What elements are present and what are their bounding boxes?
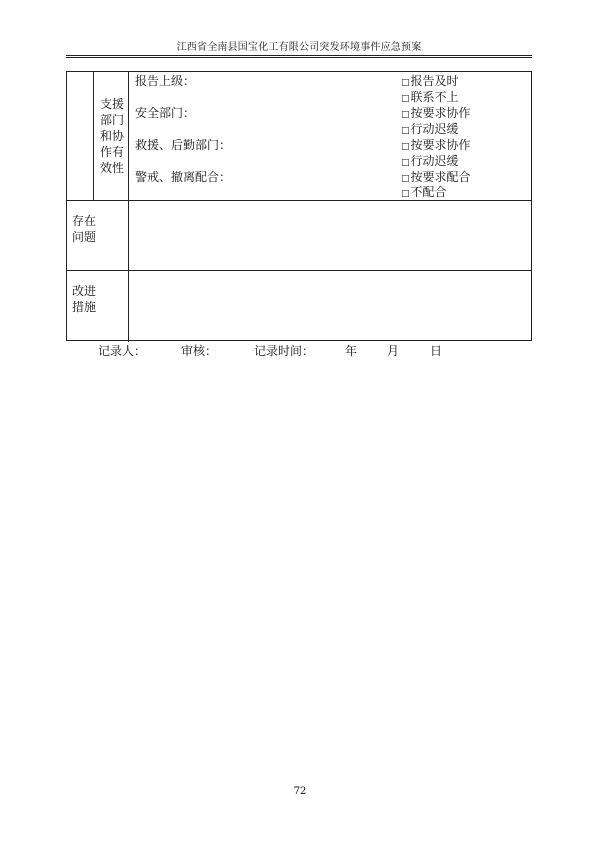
support-label-line: 效性	[100, 161, 125, 175]
option-cordon-refuse[interactable]	[401, 184, 447, 202]
option-label: 按要求配合	[410, 170, 471, 184]
option-label: 行动迟缓	[410, 122, 459, 136]
support-label-line: 支援	[100, 97, 125, 111]
checkbox-icon: □	[401, 174, 410, 184]
checkbox-icon: □	[401, 142, 410, 152]
row-label-report: 报告上级：	[135, 74, 196, 88]
option-label: 不配合	[410, 185, 447, 199]
support-label-line: 部门	[100, 113, 125, 127]
issues-label-line: 问题	[72, 230, 97, 244]
reviewer-label: 审核：	[181, 344, 218, 358]
option-label: 报告及时	[410, 74, 459, 88]
month-label: 月	[387, 344, 400, 358]
option-label: 行动迟缓	[410, 154, 459, 168]
record-table	[66, 71, 532, 341]
improve-label-line: 改进	[72, 284, 97, 298]
improve-input-area[interactable]	[129, 271, 531, 340]
checkbox-icon: □	[401, 110, 410, 120]
option-label: 按要求协作	[410, 138, 471, 152]
day-label: 日	[430, 344, 443, 358]
checkbox-icon: □	[401, 158, 410, 168]
support-effectiveness-label	[100, 96, 126, 176]
option-label: 按要求协作	[410, 106, 471, 120]
issues-input-area[interactable]	[129, 201, 531, 270]
recorder-label: 记录人：	[98, 344, 147, 358]
row-label-safety: 安全部门：	[135, 106, 196, 120]
support-label-line: 作有	[100, 145, 125, 159]
page-number: 72	[293, 786, 307, 797]
checkbox-icon: □	[401, 189, 410, 199]
issues-label	[72, 213, 96, 245]
checkbox-icon: □	[401, 94, 410, 104]
issues-label-line: 存在	[72, 214, 97, 228]
improve-label-line: 措施	[72, 300, 97, 314]
row-label-rescue: 救援、后勤部门：	[135, 138, 232, 152]
col-divider-1	[93, 72, 94, 200]
support-label-line: 和协	[100, 129, 125, 143]
header-rule	[66, 55, 532, 58]
checkbox-icon: □	[401, 126, 410, 136]
option-label: 联系不上	[410, 90, 459, 104]
checkbox-icon: □	[401, 78, 410, 88]
year-label: 年	[345, 344, 358, 358]
row-label-cordon: 警戒、撤离配合：	[135, 170, 232, 184]
document-header: 江西省全南县国宝化工有限公司突发环境事件应急预案	[176, 42, 422, 53]
improve-label	[72, 283, 96, 315]
record-time-label: 记录时间：	[254, 344, 315, 358]
